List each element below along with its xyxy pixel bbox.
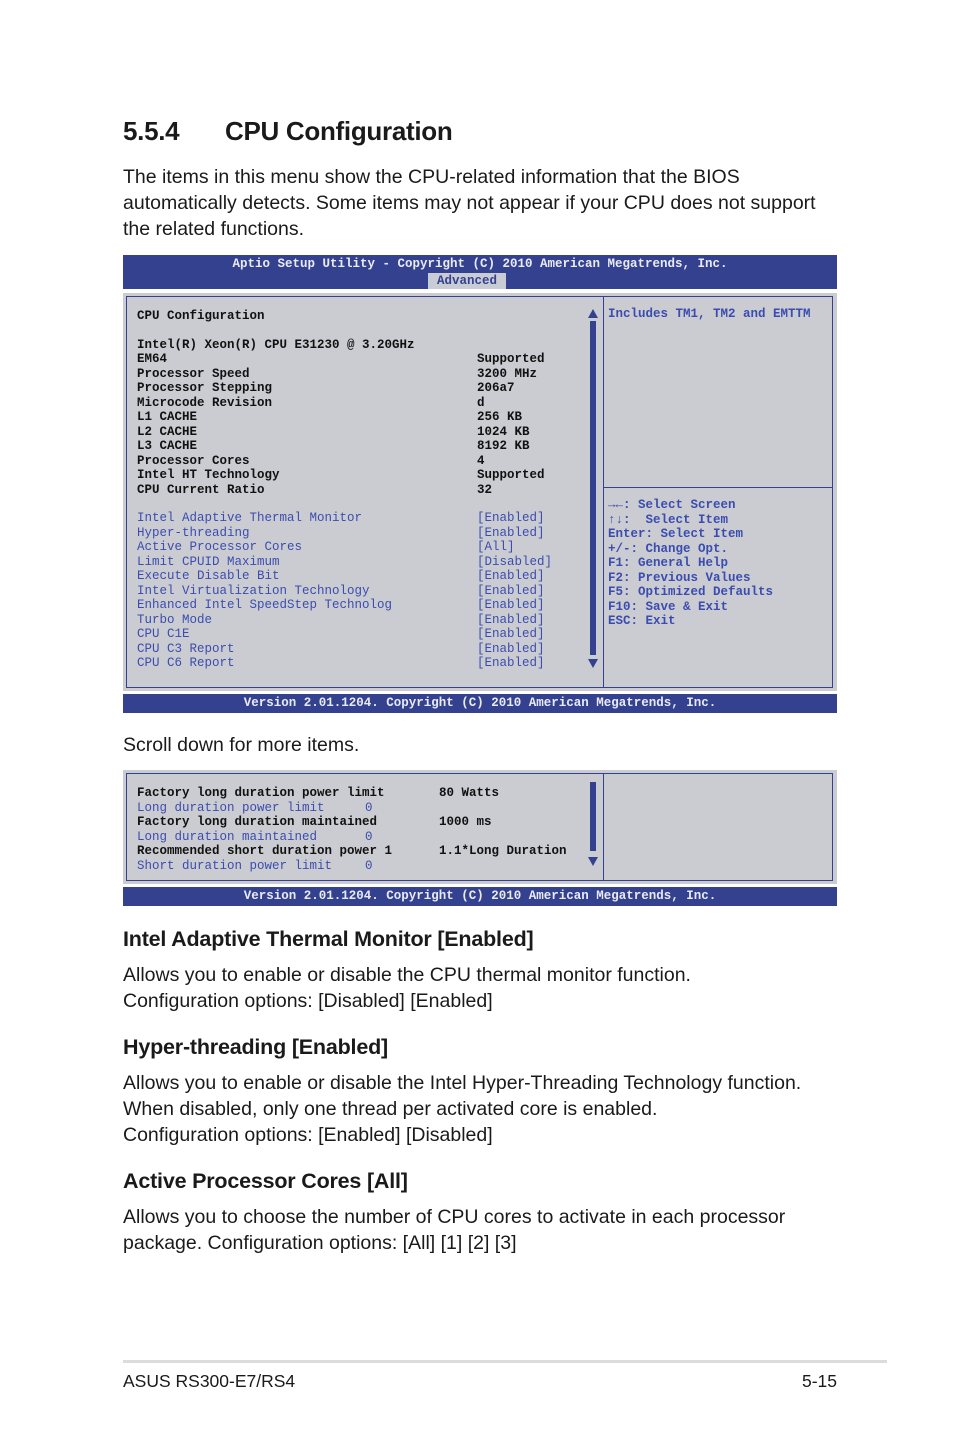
- info-row-label: EM64: [137, 352, 168, 366]
- power-option-row-label[interactable]: Long duration maintained: [137, 829, 318, 844]
- desc-line: Configuration options: [Disabled] [Enabled]: [123, 990, 493, 1012]
- scroll-up-arrow-icon[interactable]: [588, 309, 598, 318]
- section-number: 5.5.4: [123, 116, 180, 146]
- desc-line: package. Configuration options: [All] [1] [2] [3]: [123, 1232, 517, 1254]
- item-desc-hyper-threading: [123, 1070, 843, 1148]
- desc-line: When disabled, only one thread per activated core is enabled.: [123, 1098, 658, 1120]
- info-row-label: Processor Speed: [137, 366, 250, 381]
- option-row-label[interactable]: Active Processor Cores: [137, 540, 303, 554]
- bios-help-panel-scrolled: [603, 773, 833, 881]
- key-legend-item: ESC: Exit: [608, 614, 676, 628]
- power-info-row-label: Factory long duration maintained: [137, 815, 378, 829]
- section-title: CPU Configuration: [225, 116, 453, 146]
- option-row-label[interactable]: Limit CPUID Maximum: [137, 554, 280, 569]
- info-row-label: Intel HT Technology: [137, 468, 280, 482]
- option-row-value[interactable]: [Enabled]: [477, 583, 545, 598]
- key-legend-item: F1: General Help: [608, 556, 729, 570]
- option-row-value[interactable]: [Enabled]: [477, 511, 545, 525]
- power-option-row-value[interactable]: 0: [365, 858, 373, 873]
- key-legend-item: ↑↓: Select Item: [608, 512, 729, 527]
- power-info-row-value: 1.1*Long Duration: [439, 844, 567, 858]
- key-legend-item: Enter: Select Item: [608, 527, 744, 541]
- info-row-value: 206a7: [477, 381, 515, 395]
- bios-footer-scrolled: Version 2.01.1204. Copyright (C) 2010 American Megatrends, Inc.: [123, 887, 837, 906]
- option-row-label[interactable]: CPU C3 Report: [137, 641, 235, 656]
- info-row-label: L3 CACHE: [137, 439, 198, 453]
- power-option-row-label[interactable]: Long duration power limit: [137, 800, 325, 815]
- help-divider: [604, 487, 832, 488]
- help-text: Includes TM1, TM2 and EMTTM: [608, 307, 811, 321]
- footer-page-number: 5-15: [802, 1371, 838, 1391]
- info-row-value: Supported: [477, 352, 545, 366]
- bios-help-panel: [603, 296, 833, 688]
- bios-settings-panel: [126, 296, 604, 688]
- item-desc-active-cores: [123, 1204, 843, 1256]
- info-row-value: 256 KB: [477, 410, 523, 424]
- info-row-label: Processor Cores: [137, 453, 250, 468]
- power-info-row-label: Recommended short duration power 1: [137, 844, 393, 858]
- item-heading-active-cores: Active Processor Cores [All]: [123, 1169, 408, 1193]
- power-option-row-value[interactable]: 0: [365, 800, 373, 815]
- desc-line: Configuration options: [Enabled] [Disabled]: [123, 1124, 493, 1146]
- desc-line: Allows you to choose the number of CPU cores to activate in each processor: [123, 1206, 786, 1228]
- power-info-row-label: Factory long duration power limit: [137, 786, 385, 800]
- option-row-value[interactable]: [Enabled]: [477, 598, 545, 612]
- tab-advanced[interactable]: Advanced: [428, 273, 506, 289]
- bios-scrolled-screen: [123, 770, 837, 884]
- section-heading: [123, 116, 452, 147]
- menu-title: CPU Configuration: [137, 309, 265, 323]
- power-option-row-label[interactable]: Short duration power limit: [137, 858, 333, 873]
- option-row-value[interactable]: [Enabled]: [477, 525, 545, 540]
- info-row-value: d: [477, 395, 485, 410]
- item-heading-hyper-threading: Hyper-threading [Enabled]: [123, 1035, 388, 1059]
- info-row-label: Processor Stepping: [137, 381, 273, 395]
- bios-settings-panel-scrolled: [126, 773, 604, 881]
- key-legend-item: F5: Optimized Defaults: [608, 585, 774, 599]
- option-row-label[interactable]: Intel Virtualization Technology: [137, 583, 370, 598]
- bios-header-bar: [123, 255, 837, 289]
- info-row-value: 32: [477, 482, 493, 497]
- item-heading-thermal-monitor: Intel Adaptive Thermal Monitor [Enabled]: [123, 927, 534, 951]
- option-row-label[interactable]: Intel Adaptive Thermal Monitor: [137, 511, 363, 525]
- option-row-label[interactable]: CPU C1E: [137, 627, 190, 641]
- option-row-value[interactable]: [Enabled]: [477, 641, 545, 656]
- power-info-row-value: 1000 ms: [439, 815, 492, 829]
- info-row-value: 4: [477, 453, 485, 468]
- info-row-value: 3200 MHz: [477, 366, 538, 381]
- bios-header-title: Aptio Setup Utility - Copyright (C) 2010 American Megatrends, Inc.: [232, 257, 728, 271]
- bios-main-screen: [123, 293, 837, 691]
- info-row-label: CPU Current Ratio: [137, 482, 265, 497]
- desc-line: Allows you to enable or disable the Intel Hyper-Threading Technology function.: [123, 1072, 802, 1094]
- info-row-value: Supported: [477, 468, 545, 482]
- bios-footer: Version 2.01.1204. Copyright (C) 2010 American Megatrends, Inc.: [123, 694, 837, 713]
- option-row-label[interactable]: Execute Disable Bit: [137, 569, 280, 583]
- key-legend-item: F2: Previous Values: [608, 570, 751, 585]
- option-row-value[interactable]: [Enabled]: [477, 627, 545, 641]
- desc-line: Allows you to enable or disable the CPU thermal monitor function.: [123, 964, 691, 986]
- key-legend-item: +/-: Change Opt.: [608, 541, 729, 556]
- scroll-note: Scroll down for more items.: [123, 734, 360, 756]
- cpu-name: Intel(R) Xeon(R) CPU E31230 @ 3.20GHz: [137, 338, 415, 352]
- option-row-label[interactable]: Enhanced Intel SpeedStep Technolog: [137, 598, 393, 612]
- scrollbar[interactable]: [590, 321, 596, 655]
- info-row-value: 1024 KB: [477, 424, 530, 439]
- option-row-value[interactable]: [Enabled]: [477, 612, 545, 627]
- option-row-value[interactable]: [Enabled]: [477, 656, 545, 670]
- key-legend-item: →←: Select Screen: [608, 498, 736, 512]
- info-row-label: L2 CACHE: [137, 424, 198, 439]
- power-info-row-value: 80 Watts: [439, 786, 500, 800]
- info-row-label: L1 CACHE: [137, 410, 198, 424]
- option-row-label[interactable]: Turbo Mode: [137, 612, 213, 627]
- scroll-down-arrow-icon[interactable]: [588, 659, 598, 668]
- item-desc-thermal-monitor: [123, 962, 843, 1014]
- option-row-label[interactable]: Hyper-threading: [137, 525, 250, 540]
- option-row-value[interactable]: [All]: [477, 540, 515, 554]
- info-row-label: Microcode Revision: [137, 395, 273, 410]
- power-option-row-value[interactable]: 0: [365, 829, 373, 844]
- key-legend-item: F10: Save & Exit: [608, 599, 729, 614]
- option-row-value[interactable]: [Disabled]: [477, 554, 553, 569]
- footer-divider: [123, 1360, 887, 1363]
- option-row-label[interactable]: CPU C6 Report: [137, 656, 235, 670]
- intro-paragraph: The items in this menu show the CPU-related information that the BIOS automatically detects. Some items may not appear if your CPU does not support the related functions.: [123, 166, 816, 240]
- info-row-value: 8192 KB: [477, 439, 530, 453]
- scrollbar-scrolled[interactable]: [590, 782, 596, 851]
- option-row-value[interactable]: [Enabled]: [477, 569, 545, 583]
- scroll-down-arrow-icon[interactable]: [588, 857, 598, 866]
- footer-product: ASUS RS300-E7/RS4: [123, 1371, 296, 1391]
